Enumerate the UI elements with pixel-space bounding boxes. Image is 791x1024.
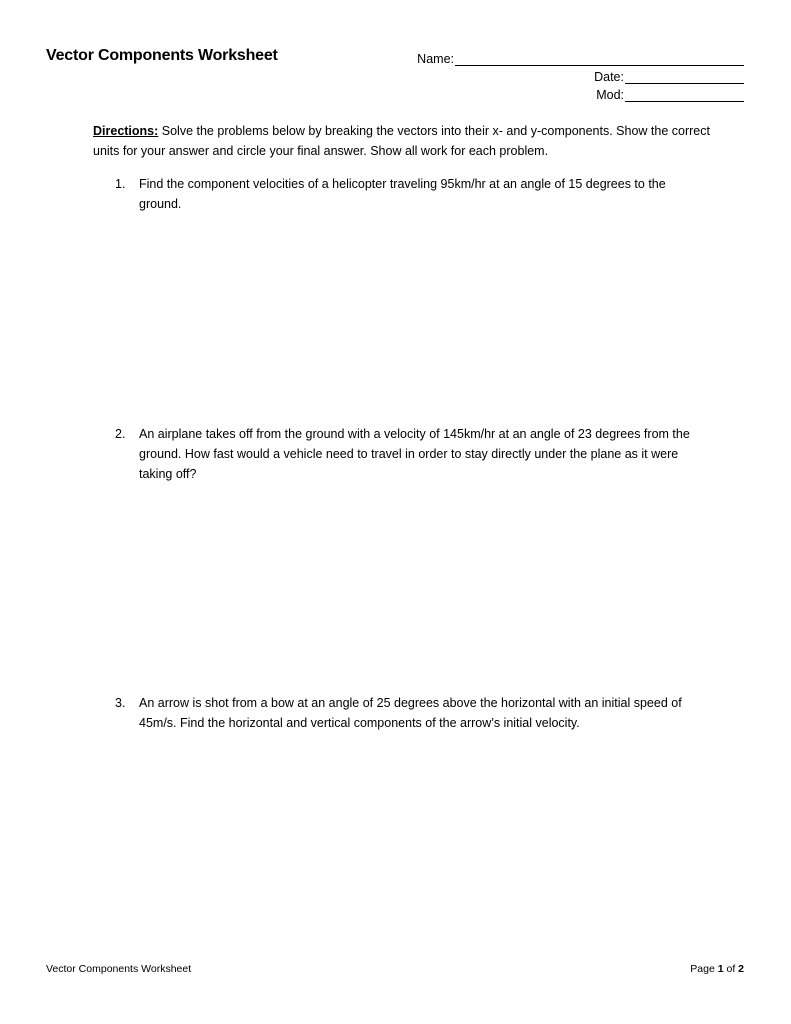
page-title: Vector Components Worksheet: [46, 47, 278, 64]
directions-label: Directions:: [93, 124, 159, 138]
question-text: Find the component velocities of a helicopter traveling 95km/hr at an angle of 15 degrees to the ground.: [139, 177, 666, 211]
mod-field[interactable]: [596, 86, 744, 102]
name-label: Name:: [417, 52, 454, 66]
name-blank-line[interactable]: [455, 53, 744, 66]
page-number: [690, 963, 744, 975]
mod-blank-line[interactable]: [625, 89, 744, 102]
footer-title: Vector Components Worksheet: [46, 963, 192, 975]
question-number: 1.: [115, 177, 126, 191]
question-2: [115, 424, 705, 484]
question-number: 2.: [115, 427, 126, 441]
directions-text: Solve the problems below by breaking the vectors into their x- and y-components. Show the correct units for your answer and circle your final answer. Show all work for each problem.: [93, 124, 710, 158]
page-current: 1: [717, 963, 724, 975]
question-number: 3.: [115, 696, 126, 710]
date-label: Date:: [594, 70, 624, 84]
name-field[interactable]: [417, 50, 744, 66]
page-total: 2: [738, 963, 744, 975]
page-prefix: Page: [690, 963, 718, 975]
page-of: of: [723, 963, 739, 975]
date-blank-line[interactable]: [625, 71, 744, 84]
question-text: An arrow is shot from a bow at an angle of 25 degrees above the horizontal with an initial speed of 45m/s. Find the horizontal and vertical components of the arrow’s initial velocity.: [139, 696, 682, 730]
question-1: [115, 174, 705, 214]
directions: [93, 121, 713, 161]
mod-label: Mod:: [596, 88, 624, 102]
question-text: An airplane takes off from the ground with a velocity of 145km/hr at an angle of 23 degrees from the ground. How fast would a vehicle need to travel in order to stay directly under the plane as it were taking off?: [139, 427, 690, 481]
question-3: [115, 693, 705, 733]
date-field[interactable]: [594, 68, 744, 84]
